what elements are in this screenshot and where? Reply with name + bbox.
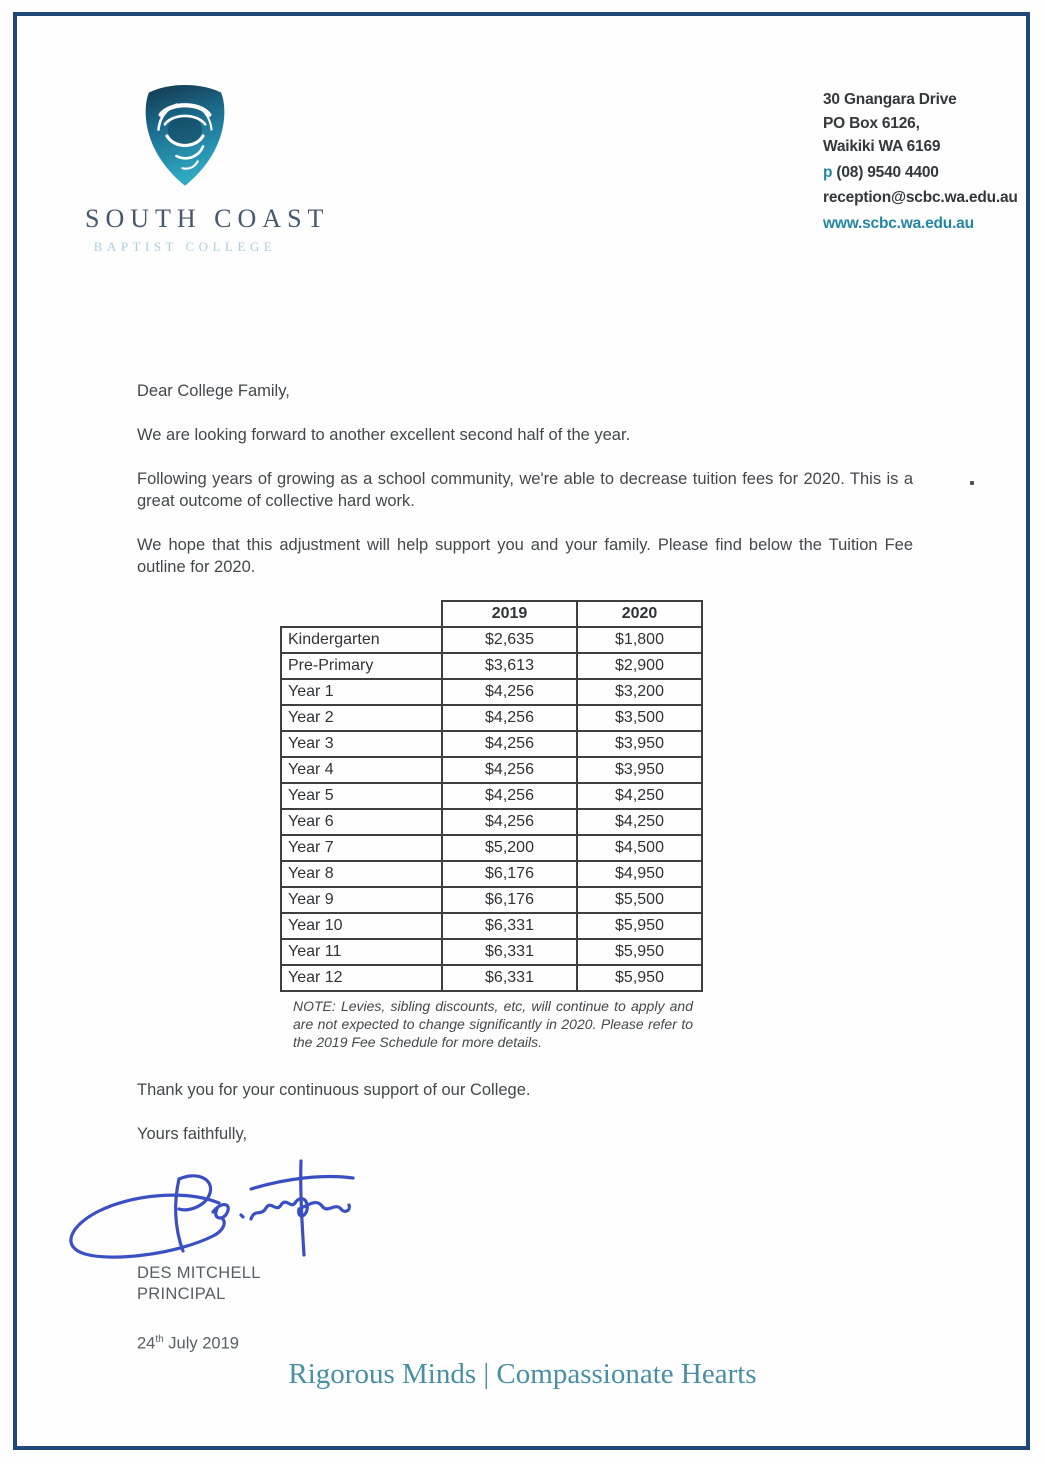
college-name: SOUTH COAST <box>85 204 330 233</box>
table-row <box>281 835 702 861</box>
signatory-name: DES MITCHELL <box>137 1264 261 1282</box>
fee-2020-cell: $3,950 <box>577 757 702 783</box>
fee-2020-cell: $3,500 <box>577 705 702 731</box>
address-line: PO Box 6126, <box>823 114 920 132</box>
table-row <box>281 653 702 679</box>
fee-2019-cell: $6,331 <box>442 965 577 991</box>
table-row <box>281 627 702 653</box>
row-label: Year 12 <box>281 965 442 991</box>
signatory-role: PRINCIPAL <box>137 1285 226 1303</box>
table-row <box>281 809 702 835</box>
date-ordinal: th <box>155 1334 164 1345</box>
fee-2020-cell: $5,950 <box>577 913 702 939</box>
letter-body <box>137 380 913 1355</box>
row-label: Year 2 <box>281 705 442 731</box>
fee-2019-cell: $4,256 <box>442 705 577 731</box>
fee-note: NOTE: Levies, sibling discounts, etc, will continue to apply and are not expected to change significantly in 2020. Please refer to the 2019 Fee Schedule for more details. <box>293 998 693 1050</box>
fee-2020-cell: $2,900 <box>577 653 702 679</box>
fee-2020-cell: $5,500 <box>577 887 702 913</box>
table-row <box>281 783 702 809</box>
row-label: Pre-Primary <box>281 653 442 679</box>
table-row <box>281 679 702 705</box>
row-label: Year 10 <box>281 913 442 939</box>
salutation: Dear College Family, <box>137 382 290 400</box>
paragraph: Following years of growing as a school community, we're able to decrease tuition fees for 2020. This is a great outcome of collective hard work. <box>137 470 913 510</box>
fee-2019-cell: $4,256 <box>442 809 577 835</box>
header-blank <box>281 601 442 627</box>
row-label: Year 5 <box>281 783 442 809</box>
tuition-fee-table <box>280 600 703 992</box>
table-row <box>281 913 702 939</box>
contact-block <box>823 88 1023 235</box>
date-rest: July 2019 <box>163 1334 239 1353</box>
table-row <box>281 861 702 887</box>
fee-2020-cell: $4,500 <box>577 835 702 861</box>
row-label: Year 1 <box>281 679 442 705</box>
fee-2020-cell: $4,950 <box>577 861 702 887</box>
table-row <box>281 887 702 913</box>
row-label: Year 11 <box>281 939 442 965</box>
fee-2019-cell: $4,256 <box>442 757 577 783</box>
tuition-table-wrap <box>280 600 913 992</box>
valediction: Yours faithfully, <box>137 1125 248 1143</box>
fee-2019-cell: $6,176 <box>442 887 577 913</box>
fee-2020-cell: $1,800 <box>577 627 702 653</box>
paragraph: We hope that this adjustment will help support you and your family. Please find below the Tuition Fee outline for 2020. <box>137 536 913 576</box>
phone-prefix: p <box>823 163 833 181</box>
fee-2019-cell: $5,200 <box>442 835 577 861</box>
row-label: Year 3 <box>281 731 442 757</box>
college-logo <box>85 84 330 255</box>
row-label: Year 7 <box>281 835 442 861</box>
row-label: Year 4 <box>281 757 442 783</box>
table-row <box>281 939 702 965</box>
row-label: Year 9 <box>281 887 442 913</box>
row-label: Kindergarten <box>281 627 442 653</box>
fee-2019-cell: $6,331 <box>442 939 577 965</box>
table-row <box>281 965 702 991</box>
address-line: Waikiki WA 6169 <box>823 138 941 155</box>
table-row <box>281 757 702 783</box>
footer-tagline: Rigorous Minds | Compassionate Hearts <box>288 1358 757 1390</box>
fee-2019-cell: $6,176 <box>442 861 577 887</box>
scan-artifact-dot <box>970 481 974 485</box>
row-label: Year 8 <box>281 861 442 887</box>
table-row <box>281 705 702 731</box>
signature-block <box>137 1167 913 1263</box>
date-day: 24 <box>137 1334 156 1353</box>
address-line: 30 Gnangara Drive <box>823 91 957 108</box>
fee-2020-cell: $5,950 <box>577 965 702 991</box>
email-line: reception@scbc.wa.edu.au <box>823 189 1018 206</box>
table-row <box>281 731 702 757</box>
header-2020: 2020 <box>577 601 702 627</box>
table-header-row <box>281 601 702 627</box>
fee-2020-cell: $5,950 <box>577 939 702 965</box>
fee-2020-cell: $3,950 <box>577 731 702 757</box>
fee-2020-cell: $4,250 <box>577 783 702 809</box>
phone-number: (08) 9540 4400 <box>832 163 939 181</box>
fee-2019-cell: $3,613 <box>442 653 577 679</box>
phone-line <box>823 161 1023 185</box>
header-2019: 2019 <box>442 601 577 627</box>
shield-swirl-icon <box>132 84 238 190</box>
fee-2020-cell: $4,250 <box>577 809 702 835</box>
letter-date <box>137 1329 913 1355</box>
thanks-line: Thank you for your continuous support of our College. <box>137 1081 531 1099</box>
college-subname: BAPTIST COLLEGE <box>93 239 277 254</box>
fee-2019-cell: $6,331 <box>442 913 577 939</box>
paragraph: We are looking forward to another excellent second half of the year. <box>137 426 631 444</box>
fee-2019-cell: $4,256 <box>442 783 577 809</box>
fee-2019-cell: $2,635 <box>442 627 577 653</box>
fee-2019-cell: $4,256 <box>442 731 577 757</box>
fee-2020-cell: $3,200 <box>577 679 702 705</box>
row-label: Year 6 <box>281 809 442 835</box>
fee-2019-cell: $4,256 <box>442 679 577 705</box>
handwritten-signature <box>61 1157 361 1269</box>
website-line: www.scbc.wa.edu.au <box>823 214 974 232</box>
